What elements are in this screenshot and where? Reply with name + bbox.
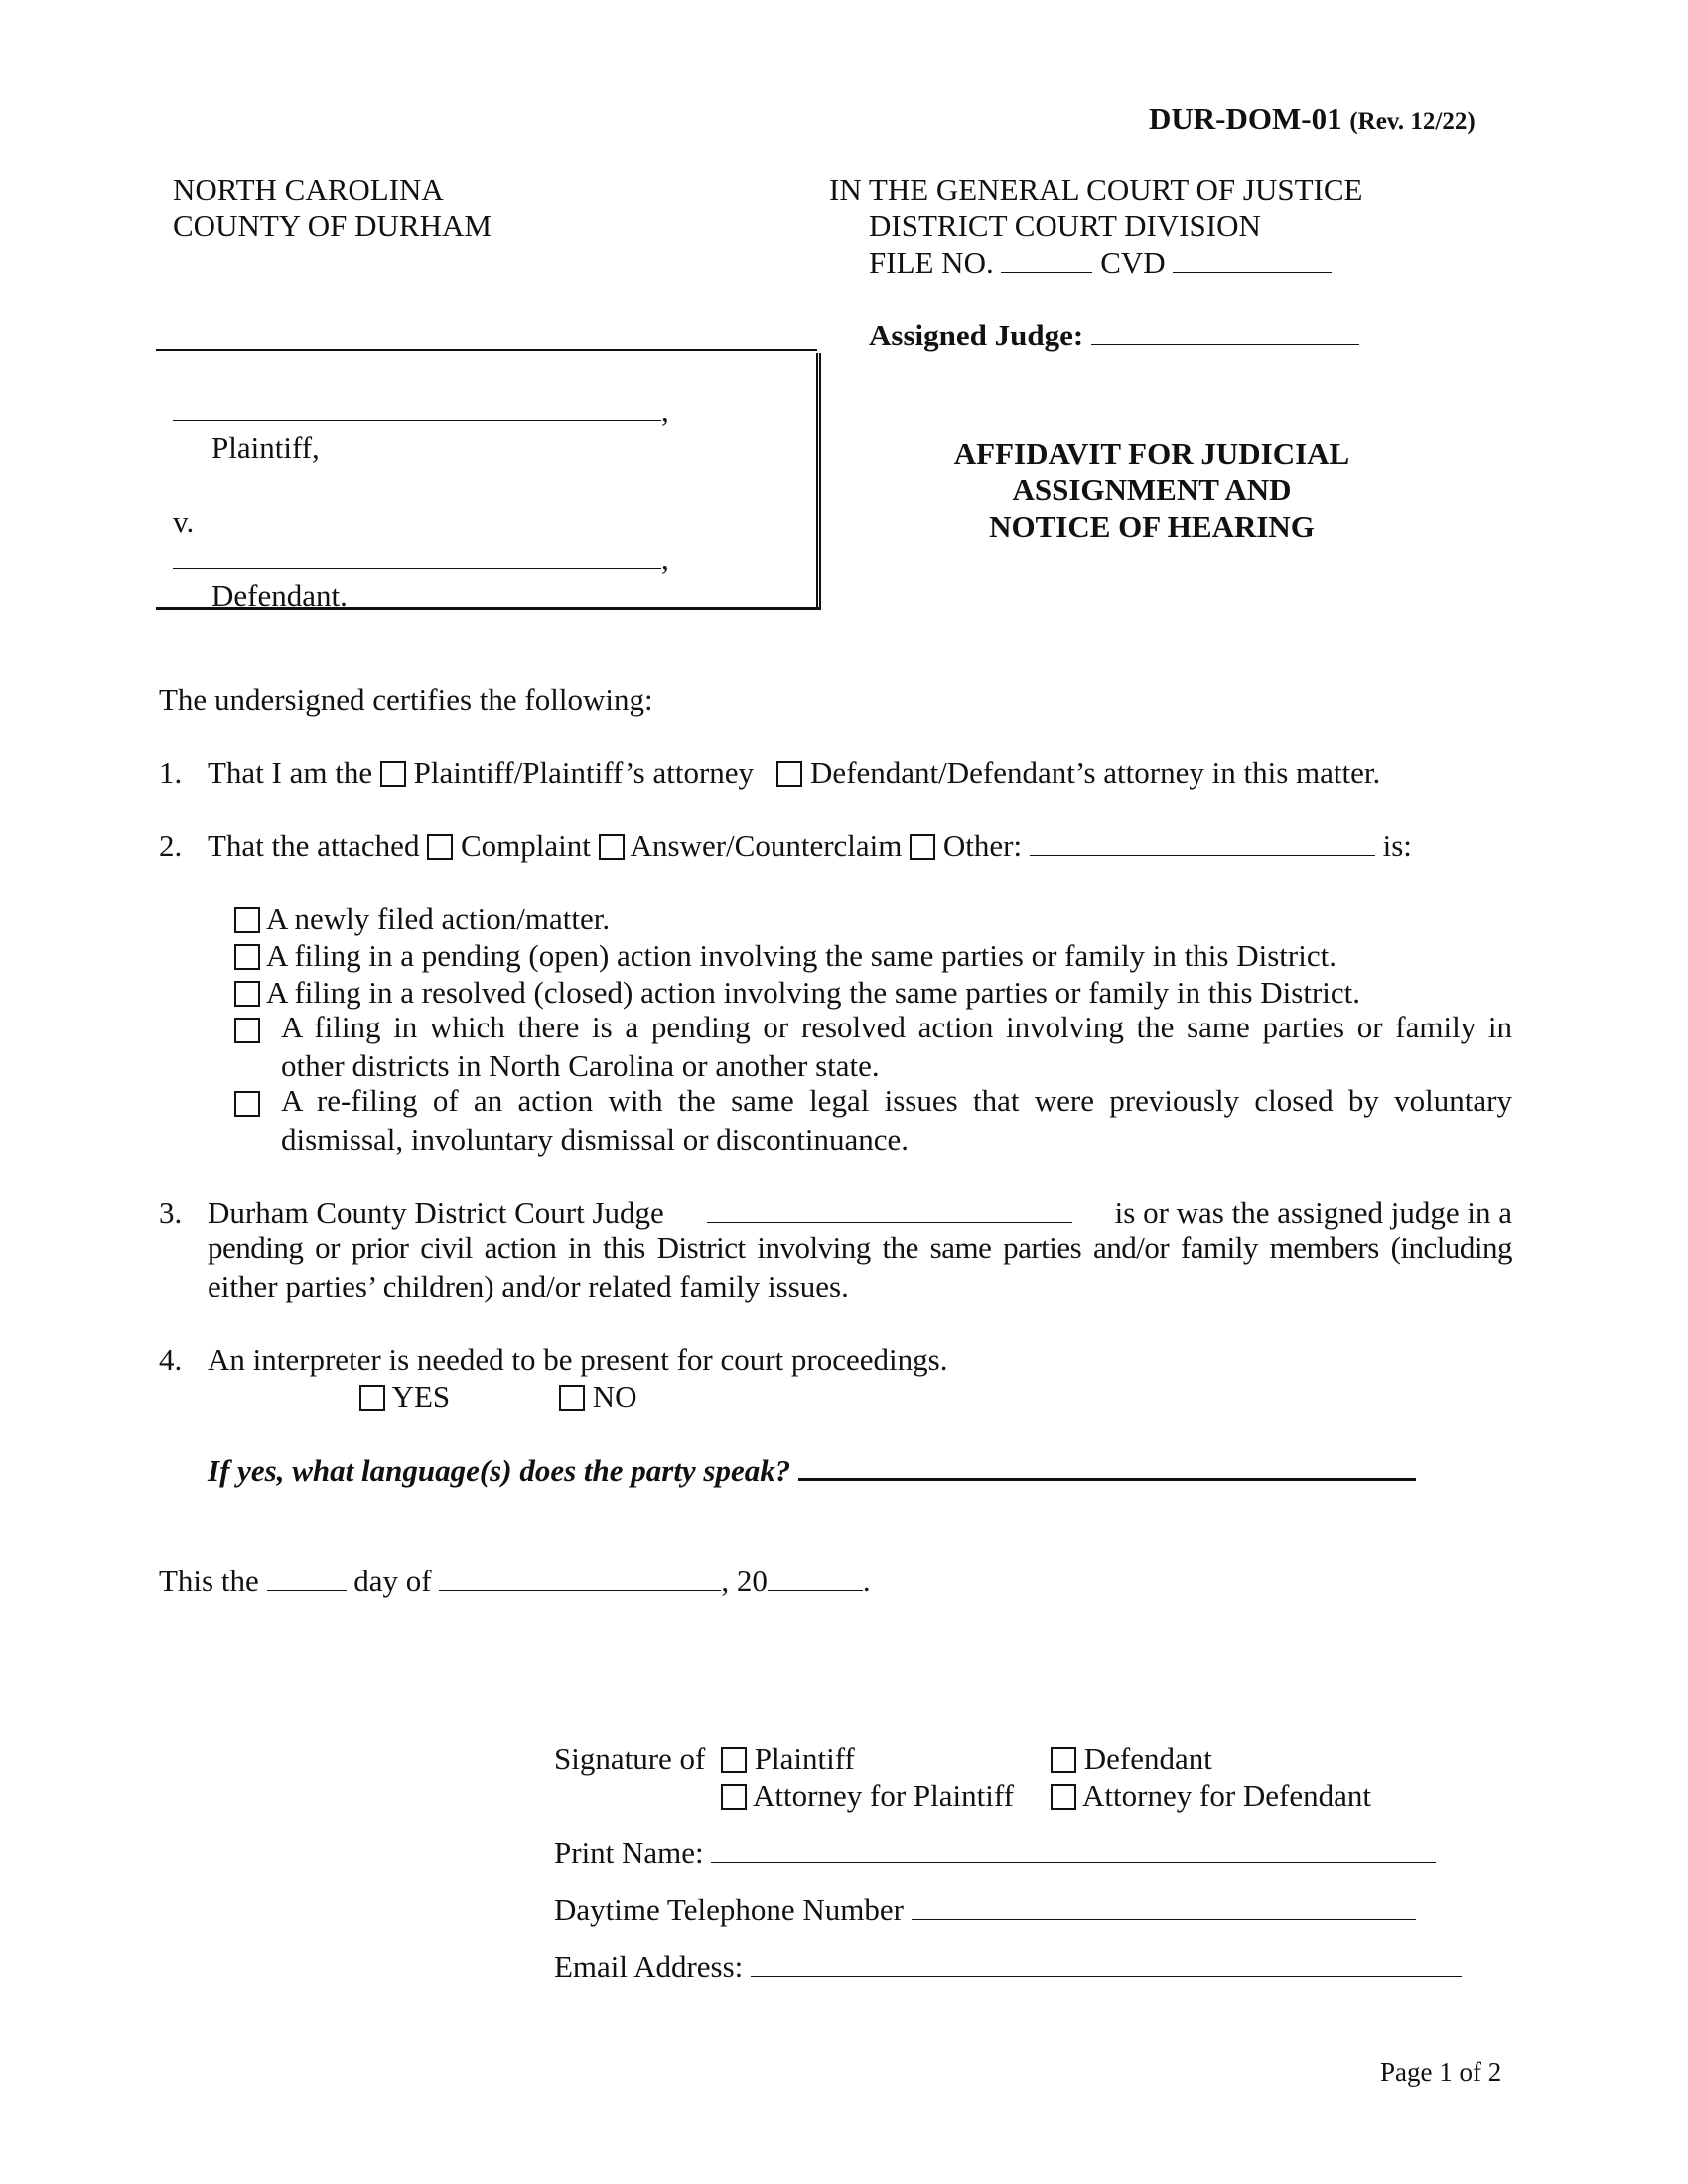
division-label: DISTRICT COURT DIVISION: [869, 208, 1261, 243]
language-row: [208, 1454, 1416, 1486]
sub-option-refiling-line-2: dismissal, involuntary dismissal or discontinuance.: [281, 1122, 909, 1157]
interpreter-no-label: NO: [592, 1379, 637, 1414]
defendant-label: Defendant.: [211, 578, 348, 613]
cvd-number-field[interactable]: [1173, 248, 1332, 273]
print-name-label: Print Name:: [554, 1836, 704, 1870]
interpreter-yes-option: [359, 1381, 450, 1412]
item-2-lead: That the attached: [208, 828, 420, 863]
district-judge-field[interactable]: [707, 1198, 1072, 1223]
item-4-text: An interpreter is needed to be present for court proceedings.: [208, 1342, 948, 1377]
phone-field[interactable]: [912, 1895, 1416, 1920]
new-action-checkbox[interactable]: [234, 907, 260, 933]
form-revision: (Rev. 12/22): [1349, 108, 1476, 135]
defendant-comma: ,: [661, 541, 669, 576]
language-field[interactable]: [798, 1454, 1416, 1481]
item-2-number: 2.: [159, 828, 183, 863]
item-1-row: [208, 757, 1380, 788]
signer-atty-defendant-option: [1051, 1780, 1371, 1811]
date-row: [159, 1566, 871, 1596]
this-the-label: This the: [159, 1564, 259, 1598]
form-code: [1149, 103, 1476, 134]
other-checkbox[interactable]: [910, 834, 935, 860]
signer-defendant-option: [1051, 1743, 1212, 1774]
print-name-field[interactable]: [711, 1839, 1436, 1863]
signer-defendant-label: Defendant: [1083, 1741, 1212, 1776]
sub-option-pending: [234, 940, 1336, 971]
page-number: Page 1 of 2: [1380, 2057, 1502, 2087]
day-field[interactable]: [267, 1567, 347, 1591]
refiling-checkbox[interactable]: [234, 1091, 260, 1117]
signer-atty-plaintiff-label: Attorney for Plaintiff: [753, 1778, 1014, 1813]
sub-option-other-district-line-1: A filing in which there is a pending or resolved action involving the same parties or family in: [281, 1010, 1512, 1044]
sub-option-refiling-line-1: A re-filing of an action with the same legal issues that were previously closed by voluntary: [281, 1083, 1512, 1118]
signer-atty-defendant-label: Attorney for Defendant: [1082, 1778, 1371, 1813]
other-label: Other:: [942, 828, 1023, 863]
item-3-lead: Durham County District Court Judge: [208, 1195, 664, 1230]
item-3-tail: is or was the assigned judge in a: [1114, 1195, 1512, 1230]
sub-option-resolved-label: A filing in a resolved (closed) action involving the same parties or family in this District.: [266, 975, 1361, 1010]
signature-label: Signature of: [554, 1741, 706, 1776]
item-1-option-1: Plaintiff/Plaintiff’s attorney: [413, 755, 755, 790]
plaintiff-comma: ,: [661, 393, 669, 428]
print-name-row: [554, 1838, 1436, 1868]
assigned-judge-label: Assigned Judge:: [869, 318, 1084, 352]
state-label: NORTH CAROLINA: [173, 172, 444, 206]
phone-row: [554, 1894, 1416, 1925]
other-district-checkbox[interactable]: [234, 1018, 260, 1043]
sub-option-new-label: A newly filed action/matter.: [266, 901, 611, 936]
title-line-2: ASSIGNMENT AND: [1012, 473, 1292, 507]
signer-atty-defendant-checkbox[interactable]: [1051, 1784, 1076, 1810]
email-label: Email Address:: [554, 1949, 744, 1983]
plaintiff-name-field[interactable]: [173, 396, 661, 421]
court-label: IN THE GENERAL COURT OF JUSTICE: [829, 172, 1363, 206]
interpreter-yes-checkbox[interactable]: [359, 1385, 385, 1411]
defendant-attorney-checkbox[interactable]: [776, 761, 802, 787]
cvd-label: CVD: [1100, 245, 1166, 280]
complaint-label: Complaint: [460, 828, 591, 863]
sub-option-resolved: [234, 977, 1360, 1008]
item-3-number: 3.: [159, 1195, 183, 1230]
email-field[interactable]: [751, 1952, 1462, 1977]
email-row: [554, 1951, 1462, 1981]
day-of-label: day of: [353, 1564, 432, 1598]
title-line-1: AFFIDAVIT FOR JUDICIAL: [953, 436, 1350, 471]
file-no-label: FILE NO.: [869, 245, 994, 280]
item-1-lead: That I am the: [208, 755, 373, 790]
form-code-id: DUR-DOM-01: [1149, 101, 1342, 136]
year-prefix: , 20: [721, 1564, 768, 1598]
answer-counterclaim-checkbox[interactable]: [599, 834, 625, 860]
other-district-checkbox-wrap: [234, 1014, 260, 1044]
item-1-option-2: Defendant/Defendant’s attorney in this matter.: [810, 755, 1381, 790]
other-field[interactable]: [1030, 831, 1375, 856]
assigned-judge-field[interactable]: [1091, 321, 1359, 345]
signer-plaintiff-checkbox[interactable]: [721, 1747, 747, 1773]
item-1-number: 1.: [159, 755, 183, 790]
resolved-action-checkbox[interactable]: [234, 981, 260, 1007]
caption-top-rule: [156, 349, 817, 351]
answer-counterclaim-label: Answer/Counterclaim: [630, 828, 903, 863]
signer-defendant-checkbox[interactable]: [1051, 1747, 1076, 1773]
sub-option-new: [234, 903, 610, 934]
item-2-row: [208, 830, 1412, 861]
county-label: COUNTY OF DURHAM: [173, 208, 492, 243]
item-3-line-2: pending or prior civil action in this District involving the same parties and/or family members (including: [208, 1230, 1512, 1265]
language-question: If yes, what language(s) does the party speak?: [208, 1453, 791, 1488]
interpreter-no-checkbox[interactable]: [559, 1385, 585, 1411]
signer-plaintiff-option: [721, 1743, 855, 1774]
intro-text: The undersigned certifies the following:: [159, 682, 653, 717]
signer-atty-plaintiff-checkbox[interactable]: [721, 1784, 747, 1810]
file-number-field[interactable]: [1001, 248, 1092, 273]
file-number-row: [869, 247, 1332, 278]
defendant-name-row: [173, 543, 669, 574]
title-line-3: NOTICE OF HEARING: [989, 509, 1315, 544]
item-3-line-1: [208, 1197, 1512, 1228]
interpreter-no-option: [559, 1381, 637, 1412]
item-2-tail: is:: [1382, 828, 1412, 863]
sub-option-other-district-line-2: other districts in North Carolina or another state.: [281, 1048, 880, 1083]
defendant-name-field[interactable]: [173, 544, 661, 569]
versus-label: v.: [173, 504, 195, 539]
item-3-line-3: either parties’ children) and/or related family issues.: [208, 1269, 849, 1303]
caption-right-rule: [816, 353, 821, 610]
interpreter-yes-label: YES: [391, 1379, 451, 1414]
assigned-judge-row: [869, 320, 1359, 350]
signer-plaintiff-label: Plaintiff: [754, 1741, 855, 1776]
phone-label: Daytime Telephone Number: [554, 1892, 904, 1927]
complaint-checkbox[interactable]: [427, 834, 453, 860]
item-4-number: 4.: [159, 1342, 183, 1377]
pending-action-checkbox[interactable]: [234, 944, 260, 970]
plaintiff-attorney-checkbox[interactable]: [380, 761, 406, 787]
refiling-checkbox-wrap: [234, 1087, 260, 1118]
year-field[interactable]: [768, 1567, 863, 1591]
signer-atty-plaintiff-option: [721, 1780, 1014, 1811]
month-field[interactable]: [439, 1567, 721, 1591]
sub-option-pending-label: A filing in a pending (open) action involving the same parties or family in this District.: [266, 938, 1336, 973]
plaintiff-name-row: [173, 395, 669, 426]
date-period: .: [862, 1564, 871, 1598]
plaintiff-label: Plaintiff,: [211, 430, 320, 465]
